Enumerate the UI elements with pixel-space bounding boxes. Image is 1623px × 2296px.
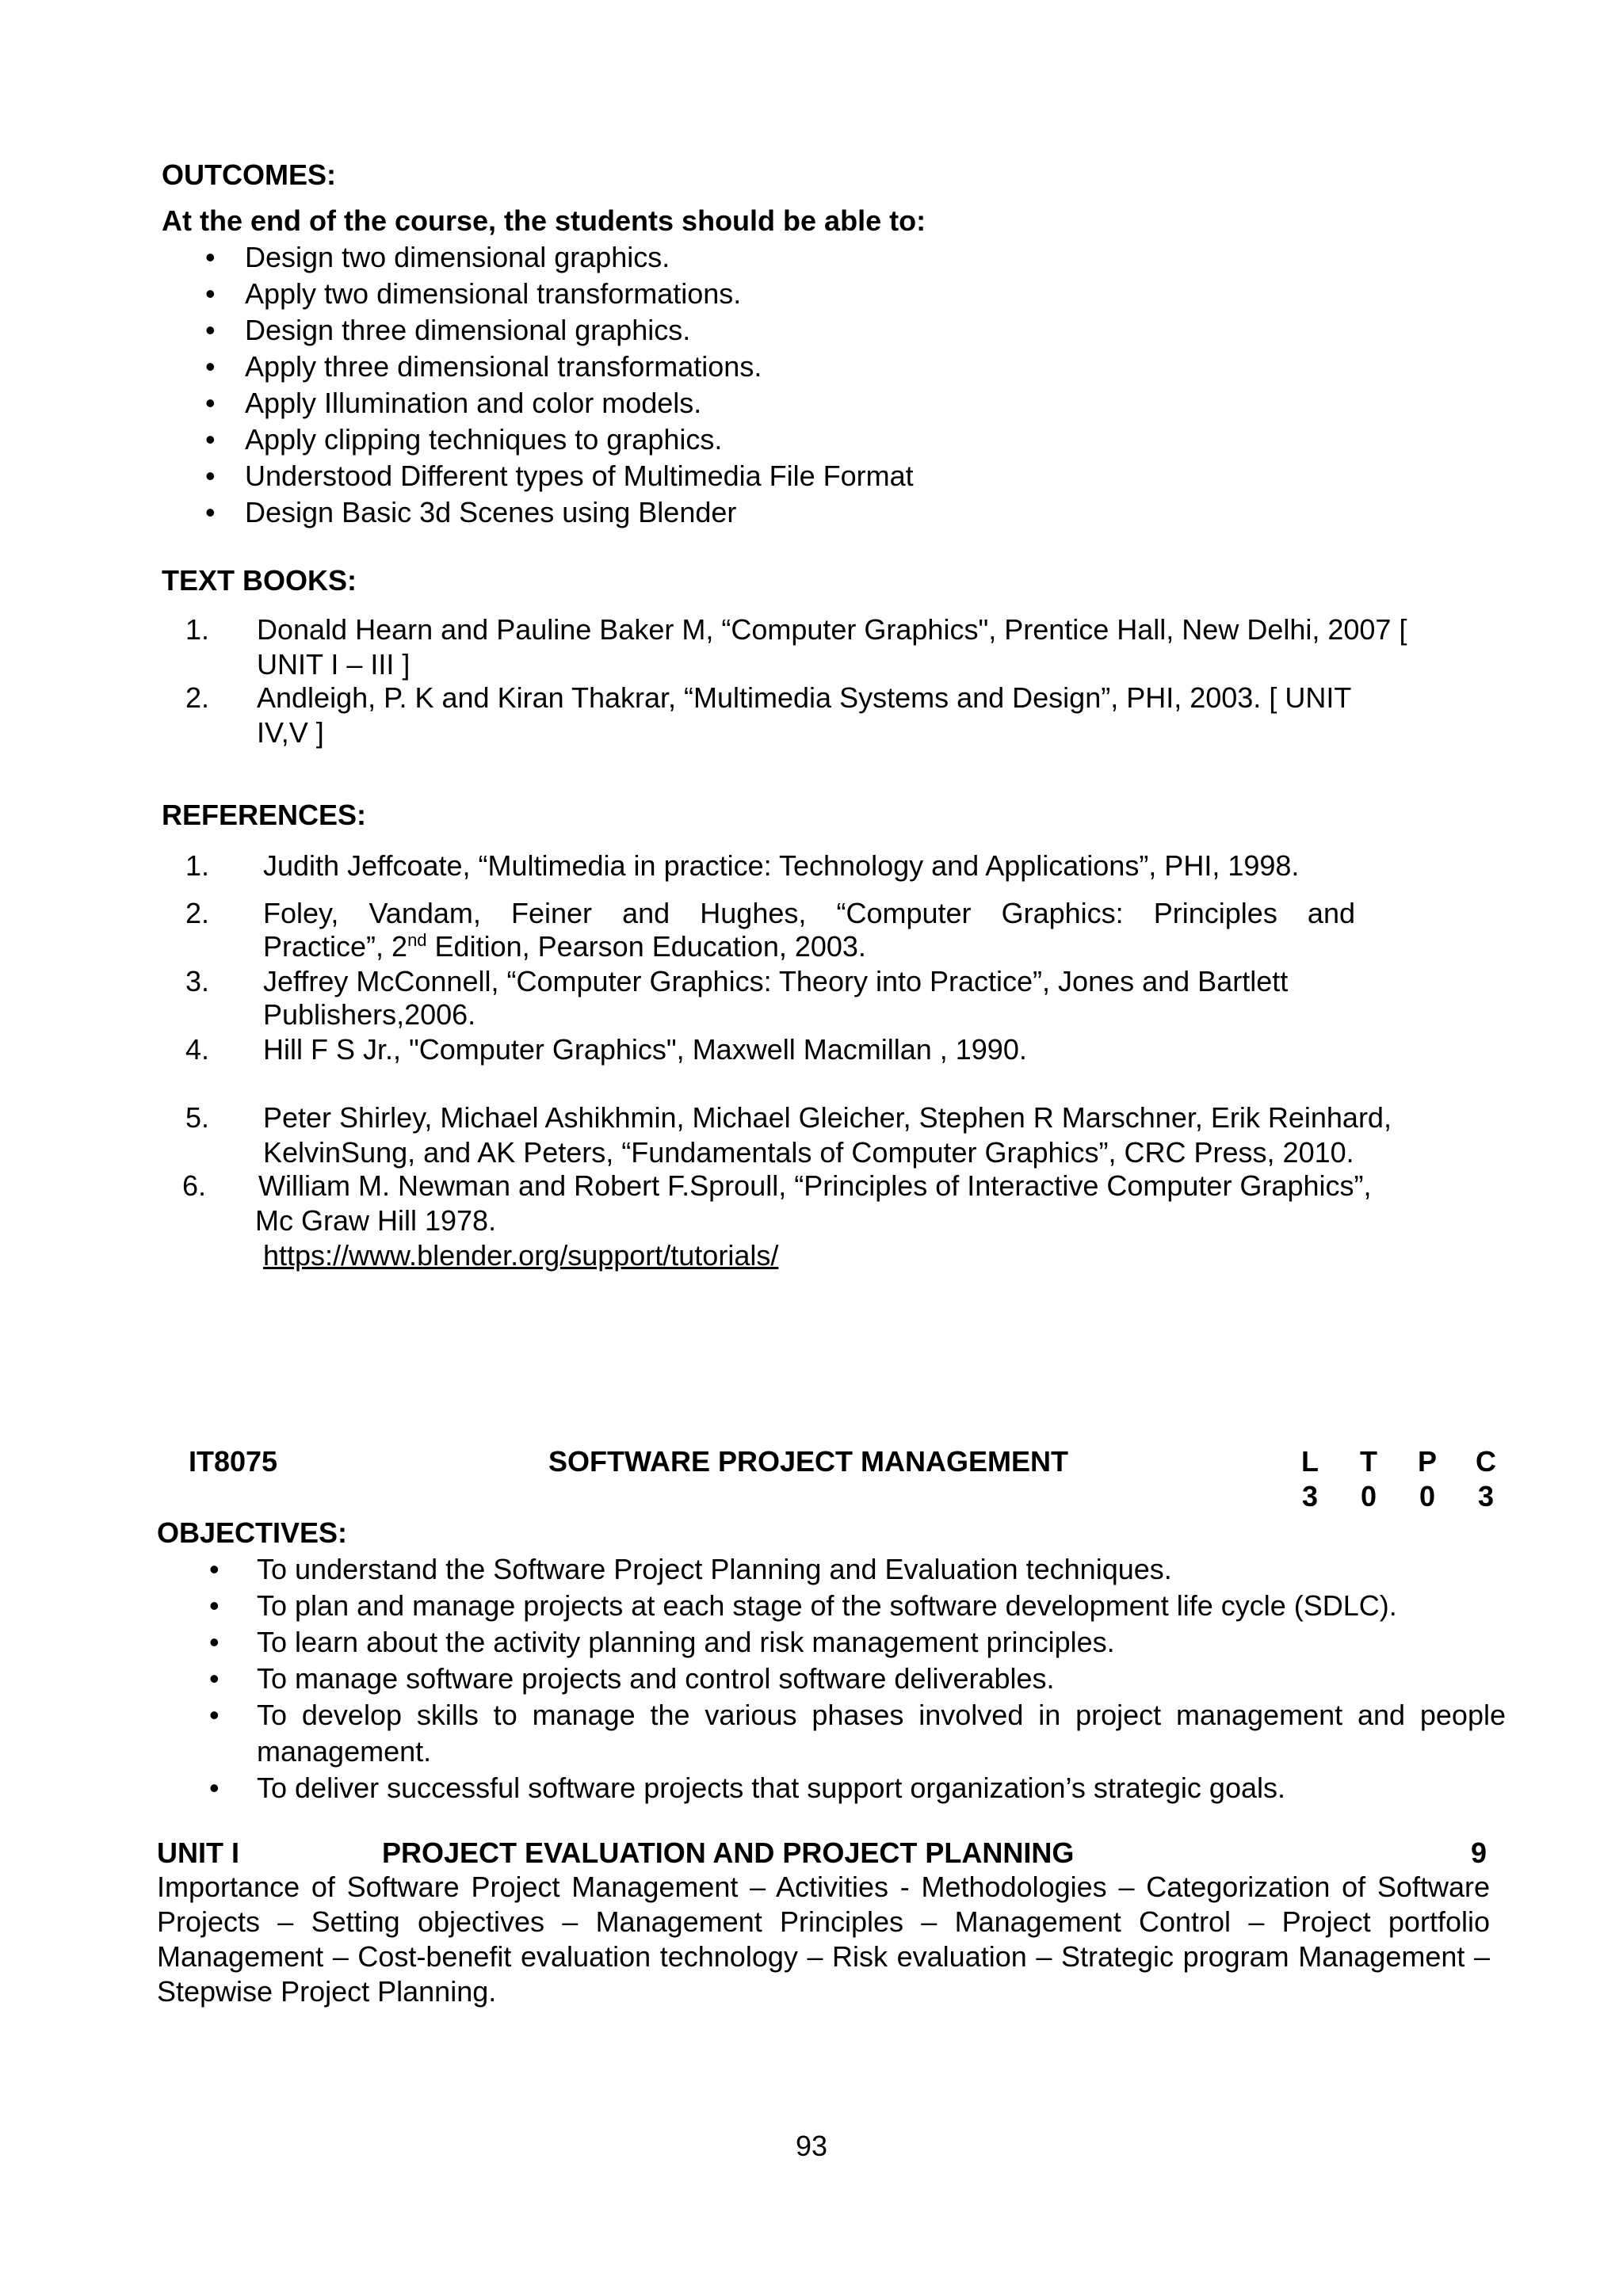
ltpc-value: 0: [1419, 1480, 1436, 1512]
list-item: • Apply two dimensional transformations.: [162, 276, 1509, 312]
bullet-icon: •: [209, 1772, 220, 1804]
objectives-heading: OBJECTIVES:: [157, 1516, 348, 1549]
list-item: • Design three dimensional graphics.: [162, 312, 1509, 349]
textbook-number: 1.: [185, 613, 210, 646]
bullet-icon: •: [205, 314, 216, 346]
references-heading: REFERENCES:: [162, 799, 367, 831]
reference-line: KelvinSung, and AK Peters, “Fundamentals of Computer Graphics”, CRC Press, 2010.: [263, 1136, 1354, 1169]
list-item: • To develop skills to manage the various phases involved in project management and people management.: [209, 1699, 1506, 1768]
bullet-icon: •: [205, 423, 216, 456]
reference-number: 5.: [185, 1101, 210, 1134]
bullet-icon: •: [209, 1626, 220, 1658]
ltpc-value: 3: [1301, 1480, 1319, 1512]
list-item: • To deliver successful software projects that support organization’s strategic goals.: [173, 1770, 1506, 1806]
reference-line: Peter Shirley, Michael Ashikhmin, Michael Gleicher, Stephen R Marschner, Erik Reinhard,: [263, 1101, 1392, 1134]
reference-line: Judith Jeffcoate, “Multimedia in practice: Technology and Applications”, PHI, 1998.: [263, 849, 1300, 882]
list-item: • To understand the Software Project Planning and Evaluation techniques.: [173, 1551, 1506, 1588]
reference-line: Practice”, 2nd Edition, Pearson Education, 2003.: [263, 930, 866, 963]
bullet-icon: •: [205, 387, 216, 419]
outcomes-heading: OUTCOMES:: [162, 158, 336, 191]
reference-number: 3.: [185, 965, 210, 997]
list-item: • Understood Different types of Multimedia File Format: [162, 458, 1509, 494]
textbook-line: UNIT I – III ]: [257, 648, 411, 681]
reference-number: 6.: [182, 1169, 207, 1202]
reference-line: William M. Newman and Robert F.Sproull, “Principles of Interactive Computer Graphics”,: [258, 1169, 1372, 1202]
bullet-icon: •: [205, 350, 216, 383]
objectives-list: [173, 1551, 1506, 1806]
reference-line: Hill F S Jr., "Computer Graphics", Maxwell Macmillan , 1990.: [263, 1033, 1027, 1066]
ltpc-labels: [1281, 1444, 1515, 1480]
list-item: • Apply Illumination and color models.: [162, 385, 1509, 421]
unit-hours: 9: [1471, 1836, 1487, 1869]
list-item: • To manage software projects and control software deliverables.: [173, 1661, 1506, 1697]
course-code: IT8075: [189, 1445, 278, 1478]
ltpc-values: [1281, 1478, 1515, 1515]
list-item: • To learn about the activity planning and risk management principles.: [173, 1624, 1506, 1661]
textbook-number: 2.: [185, 681, 210, 714]
list-item: • To plan and manage projects at each stage of the software development life cycle (SDLC).: [173, 1588, 1506, 1624]
unit-label: UNIT I: [157, 1836, 239, 1869]
reference-number: 4.: [185, 1033, 210, 1066]
ltpc-label: T: [1360, 1445, 1377, 1478]
reference-line: Jeffrey McConnell, “Computer Graphics: Theory into Practice”, Jones and Bartlett: [263, 965, 1289, 997]
ltpc-label: C: [1476, 1445, 1496, 1478]
bullet-icon: •: [205, 241, 216, 273]
bullet-icon: •: [209, 1699, 220, 1731]
outcomes-intro: At the end of the course, the students should be able to:: [162, 204, 926, 237]
list-item: • Design two dimensional graphics.: [162, 239, 1509, 276]
reference-line: Mc Graw Hill 1978.: [255, 1204, 497, 1237]
textbook-line: IV,V ]: [257, 716, 324, 749]
bullet-icon: •: [205, 277, 216, 310]
page-number: 93: [795, 2130, 828, 2162]
reference-line: Publishers,2006.: [263, 998, 476, 1031]
list-item: • Apply three dimensional transformations.: [162, 349, 1509, 385]
textbook-line: Andleigh, P. K and Kiran Thakrar, “Multimedia Systems and Design”, PHI, 2003. [ UNIT: [257, 681, 1352, 714]
reference-number: 1.: [185, 849, 210, 882]
bullet-icon: •: [205, 460, 216, 492]
reference-number: 2.: [185, 897, 210, 929]
bullet-icon: •: [209, 1553, 220, 1585]
unit-title: PROJECT EVALUATION AND PROJECT PLANNING: [382, 1836, 1075, 1869]
unit-body: Importance of Software Project Management – Activities - Methodologies – Categorization of Software Projects – Setting objectives – Management Principles – Management Control – Project portfolio Management – Cost-benefit evaluation technology – Risk evaluation – Strategic program Management – Stepwise Project Planning.: [157, 1871, 1490, 2008]
textbook-line: Donald Hearn and Pauline Baker M, “Computer Graphics", Prentice Hall, New Delhi, 2007 [: [257, 613, 1407, 646]
blender-tutorials-link[interactable]: https://www.blender.org/support/tutorials/: [263, 1239, 779, 1272]
ltpc-value: 0: [1360, 1480, 1377, 1512]
reference-line: Foley, Vandam, Feiner and Hughes, “Computer Graphics: Principles and: [263, 897, 1355, 929]
textbooks-heading: TEXT BOOKS:: [162, 564, 357, 597]
list-item: • Apply clipping techniques to graphics.: [162, 421, 1509, 458]
ltpc-label: L: [1301, 1445, 1319, 1478]
bullet-icon: •: [209, 1662, 220, 1695]
outcomes-list: [162, 239, 1509, 531]
bullet-icon: •: [209, 1589, 220, 1622]
course-title: SOFTWARE PROJECT MANAGEMENT: [548, 1445, 1069, 1478]
bullet-icon: •: [205, 496, 216, 528]
ltpc-label: P: [1417, 1445, 1437, 1478]
list-item: • Design Basic 3d Scenes using Blender: [162, 494, 1509, 531]
ltpc-value: 3: [1477, 1480, 1495, 1512]
